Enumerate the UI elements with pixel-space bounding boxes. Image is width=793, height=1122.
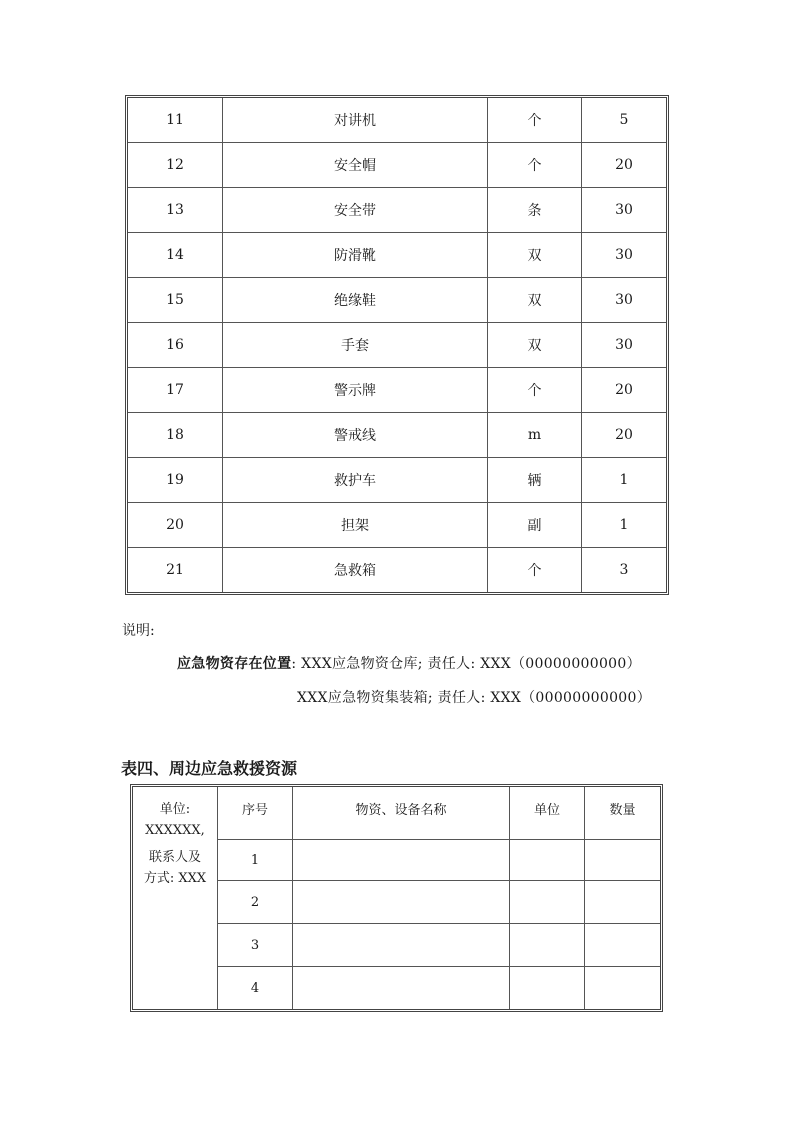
section-title: 表四、周边应急救援资源 [121, 759, 298, 778]
item-name: 手套 [223, 323, 488, 368]
unit-name: XXXXXX, [145, 823, 205, 838]
item-quantity: 30 [582, 278, 666, 323]
item-name: 安全带 [223, 188, 488, 233]
resource-name [293, 881, 510, 924]
supply-table [127, 97, 667, 593]
item-name: 担架 [223, 503, 488, 548]
item-name: 安全帽 [223, 143, 488, 188]
item-quantity: 30 [582, 233, 666, 278]
notes-location-text: : XXX应急物资仓库; 责任人: XXX（00000000000） [291, 656, 641, 672]
item-unit: 副 [488, 503, 582, 548]
item-name: 绝缘鞋 [223, 278, 488, 323]
table-row [128, 548, 666, 592]
row-number: 14 [128, 233, 223, 278]
row-number: 11 [128, 98, 223, 143]
item-unit: 双 [488, 323, 582, 368]
row-number: 4 [218, 967, 293, 1009]
item-quantity: 1 [582, 503, 666, 548]
table-row [128, 503, 666, 548]
table-row [128, 278, 666, 323]
item-quantity: 30 [582, 323, 666, 368]
table-row [128, 458, 666, 503]
notes-container-line: XXX应急物资集装箱; 责任人: XXX（00000000000） [297, 690, 652, 706]
item-quantity: 1 [582, 458, 666, 503]
item-unit: m [488, 413, 582, 458]
row-number: 16 [128, 323, 223, 368]
unit-label: 单位: [159, 802, 191, 817]
item-quantity: 20 [582, 368, 666, 413]
row-number: 12 [128, 143, 223, 188]
resource-table [132, 786, 661, 1010]
item-name: 对讲机 [223, 98, 488, 143]
supply-table-body [128, 98, 666, 592]
table-row [128, 188, 666, 233]
item-quantity: 3 [619, 562, 629, 578]
header-name: 物资、设备名称 [293, 787, 510, 840]
row-number: 18 [128, 413, 223, 458]
header-quantity: 数量 [585, 787, 660, 840]
item-name: 防滑靴 [223, 233, 488, 278]
item-name: 救护车 [223, 458, 488, 503]
header-unit: 单位 [510, 787, 585, 840]
row-number: 17 [128, 368, 223, 413]
item-quantity: 30 [582, 188, 666, 233]
resource-quantity [585, 924, 660, 967]
item-name: 警示牌 [223, 368, 488, 413]
item-unit: 个 [488, 98, 582, 143]
table-header-row [133, 787, 660, 840]
table-row [128, 98, 666, 143]
resource-name [293, 924, 510, 967]
row-number: 20 [128, 503, 223, 548]
item-unit: 双 [488, 278, 582, 323]
contact-label: 联系人及 [148, 850, 201, 865]
notes-location-label: 应急物资存在位置 [177, 656, 292, 672]
resource-quantity [585, 967, 660, 1009]
row-number: 13 [128, 188, 223, 233]
row-number: 1 [218, 840, 293, 881]
table-row [128, 368, 666, 413]
item-quantity: 20 [582, 413, 666, 458]
item-unit: 个 [488, 143, 582, 188]
item-name: 急救箱 [223, 548, 488, 592]
item-unit: 辆 [488, 458, 582, 503]
item-name: 警戒线 [223, 413, 488, 458]
row-number: 3 [218, 924, 293, 967]
notes-label: 说明: [122, 623, 155, 639]
unit-contact-cell [133, 787, 218, 1009]
resource-unit [510, 840, 585, 881]
row-number: 2 [218, 881, 293, 924]
resource-quantity [585, 881, 660, 924]
resource-unit [510, 924, 585, 967]
header-serial: 序号 [218, 787, 293, 840]
row-number: 21 [128, 548, 223, 592]
resource-table-body [133, 787, 660, 1009]
notes-location-line [177, 653, 641, 673]
item-unit: 条 [488, 188, 582, 233]
item-quantity: 5 [582, 98, 666, 143]
resource-quantity [585, 840, 660, 881]
resource-unit [510, 967, 585, 1009]
table-row [128, 143, 666, 188]
item-unit: 个 [488, 548, 582, 592]
row-number: 19 [128, 458, 223, 503]
row-number: 15 [128, 278, 223, 323]
table-row [128, 323, 666, 368]
item-unit: 个 [488, 368, 582, 413]
resource-unit [510, 881, 585, 924]
table-row [128, 413, 666, 458]
item-unit: 双 [488, 233, 582, 278]
table-row [128, 233, 666, 278]
contact-value: 方式: XXX [143, 871, 207, 886]
resource-name [293, 840, 510, 881]
resource-name [293, 967, 510, 1009]
item-quantity: 20 [582, 143, 666, 188]
